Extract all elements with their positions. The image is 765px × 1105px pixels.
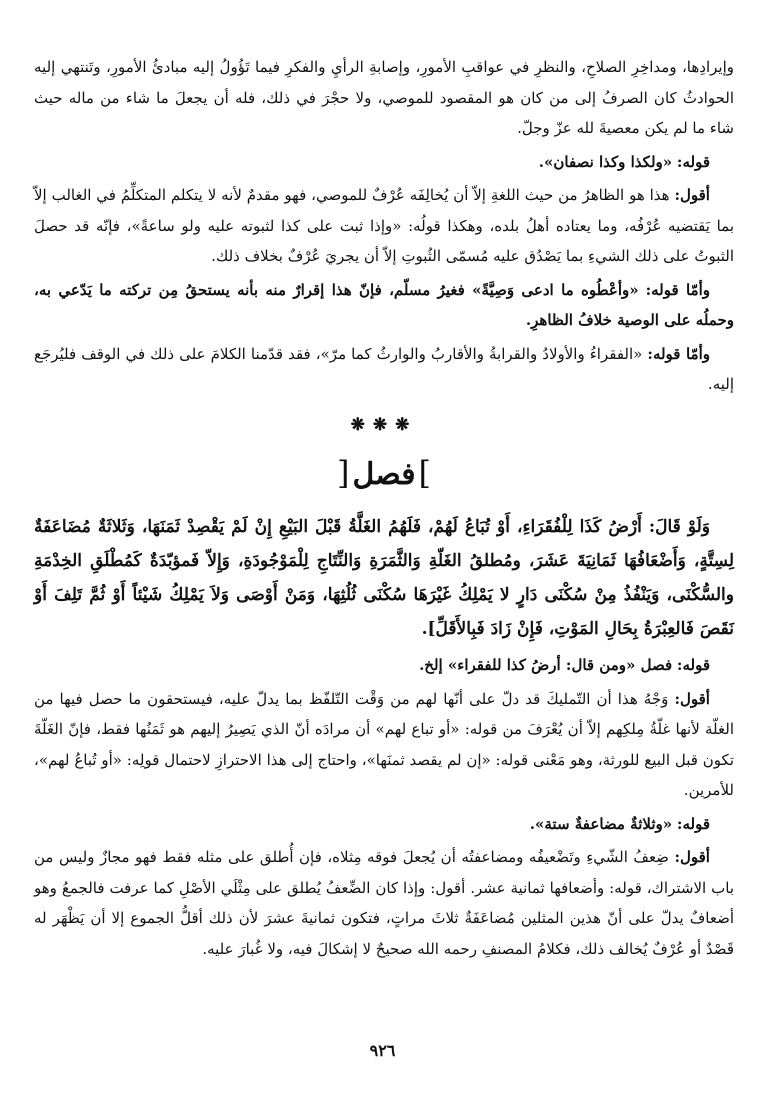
- paragraph-text: وَجْهُ هذا أن التّمليكَ قد دلّ على أنّها لهم من وَقْت التّلفّظ بما يدلّ عليه، فيستحقون ما حصل فيها من الغلّة لأنها غلّةُ مِلكِهم إلاّ أن يُعْرَفَ من قوله: «أو تباع لهم» أن مرادَه أنّ الذي يَصِيرُ إليهم هو ثَمَنُها فقط، فإنّ الغَلّةَ تكون قبل البيع للورثة، وهو مَعْنى قوله: «إن لم يقصد ثمنَها»، واحتاج إلى هذا الاحترازِ لاحتمال قولِه: «أو تُباعُ لهم»، للأمرين.: [34, 689, 734, 799]
- section-heading-title: فصل: [352, 457, 416, 492]
- label-aqulu: أقول:: [674, 689, 710, 708]
- label-amma-qawluhu: وأمّا قوله:: [647, 344, 710, 363]
- label-qawluhu: قوله:: [676, 814, 710, 833]
- paragraph-commentary: [34, 180, 734, 272]
- paragraph-text: «ولكذا وكذا نصفان».: [538, 152, 673, 171]
- paragraph-commentary: [34, 684, 734, 806]
- paragraph-text: فصل «ومن قال: أرضُ كذا للفقراء» إلخ.: [419, 656, 673, 674]
- paragraph-text: هذا هو الظاهرُ من حيث اللغةِ إلاّ أن يُخالِفَه عُرْفٌ للموصي، فهو مقدمٌ لأنه لا يتكلم المتكلِّمُ في الغالب إلاّ بما يَقتضيه عُرْفُه، وما يعتاده أهلُ بلده، وهكذا قولُه: «وإذا ثبت على كذا لثبوته عليه ولو ساعةً»، فإنّه قد حصلَ الثبوتُ على ذلك الشيءِ بما يَصْدُق عليه مُسمّى الثُبوتِ إلاّ أن يجريَ عُرْفٌ بخلاف ذلك.: [34, 186, 734, 265]
- label-aqulu: أقول:: [674, 848, 710, 866]
- paragraph-commentary: [34, 842, 734, 964]
- matn-text: وَلَوْ قَالَ: أَرْضُ كَذَا لِلْفُقَرَاءِ، أَوْ تُبَاعُ لَهُمْ، فَلَهُمُ الغَلَّةُ قَبْلَ البَيْعِ إِنْ لَمْ يَقْصِدْ ثَمَنَهَا، وَثَلاثَةٌ مُضَاعَفَةٌ لِسِتَّةٍ، وَأَضْعَافُهَا ثَمَانِيَةَ عَشَرَ، ومُطلقُ الغَلّةِ وَالثَّمَرَةِ وَالنِّتَاجِ لِلْمَوْجُودَةِ، وَإِلاّ فَمؤبّدَةٌ كَمُطْلَقِ الخِدْمَةِ والسُّكْنَى، وَيَنْفُذُ مِنْ سُكْنَى دَارٍ لا يَمْلِكُ غَيْرَهَا سُكْنَى ثُلُثِهَا، وَمَنْ أَوْصَى وَلاَ يَمْلِكُ شَيْئاً أَوْ ثُمَّ تَلِفَ أَوْ نَقَصَ فَالعِبْرَةُ بِحَالِ المَوْتِ، فَإِنْ زَادَ فَبِالأَقَلِّ].: [34, 517, 734, 639]
- label-qawluhu: قوله:: [676, 656, 710, 674]
- paragraph-commentary: [34, 275, 734, 336]
- label-qawluhu: قوله:: [676, 152, 710, 171]
- section-heading-ornament: ]فصل[: [336, 454, 432, 492]
- paragraph-commentary: [34, 339, 734, 400]
- paragraph-quote: [34, 809, 734, 840]
- paragraph-continuation: [34, 52, 734, 144]
- paragraph-text: «وثلاثةٌ مضاعفةٌ ستة».: [529, 814, 673, 833]
- paragraph-text: وإيرادِها، ومداخِرِ الصلاحِ، والنظرِ في عواقبِ الأمورِ، وإصابةِ الرأيِ والفكرِ فيما تَؤُولُ إليه مبادئُ الأمورِ، وتَنتهي إليه الحوادثُ كان الصرفُ إلى من كان هو المقصود للموصي، ولا حجْرَ في ذلك، فله أن يجعلَ ما شاء من ماله حيث شاء ما لم يكن معصيةَ لله عزّ وجلّ.: [34, 58, 734, 137]
- label-aqulu: أقول:: [674, 186, 710, 204]
- quoted-text: «وأعْطُوه ما ادعى وَصِيَّةً» فغيرُ مسلّم، فإنّ هذا إقرارٌ منه بأنه يستحقُ مِن تركته ما يَدّعي به، وحملُه على الوصية خلافُ الظاهرِ.: [34, 280, 734, 329]
- paragraph-quote: [34, 650, 734, 681]
- paragraph-text: «الفقراءُ والأولادُ والقرابةُ والأقاربُ والوارثُ كما مرّ»، فقد قدّمنا الكلامَ على ذلك في الوقف فليُرجَع إليه.: [34, 344, 734, 393]
- paragraph-quote: [34, 147, 734, 178]
- page-number: ٩٢٦: [369, 1041, 396, 1060]
- paragraph-text: ضِعفُ الشّيءِ وتَضْعيفُه ومضاعفتُه أن يُجعلَ فوقه مِثلاه، فإن أُطلق على مثله فقط فهو مجازٌ وليس من باب الاشتراك، قوله: وأضعافها ثمانية عشر. أقول: وإذا كان الضِّعفُ يُطلق على مِثْلَي الأصْلِ كما عرفت فالجمعُ وهو أضعافٌ يدلّ على أنّ هذين المثلين مُضاعَفَةٌ ثلاثَ مراتٍ، فتكون ثمانيةَ عشرَ لأن ذلك أقلُّ الجموع إلا أن يَظْهَر له قَصْدٌ أو عُرْفٌ يُخالف ذلك، فكلامُ المصنفِ رحمه الله صحيحٌ لا إشكالَ فيه، ولا غُبارَ عليه.: [34, 848, 734, 958]
- label-amma-qawluhu: وأمّا قوله:: [645, 280, 710, 299]
- page-body: [34, 52, 734, 967]
- section-heading: [34, 446, 734, 500]
- section-separator: ❋❋❋: [350, 414, 418, 435]
